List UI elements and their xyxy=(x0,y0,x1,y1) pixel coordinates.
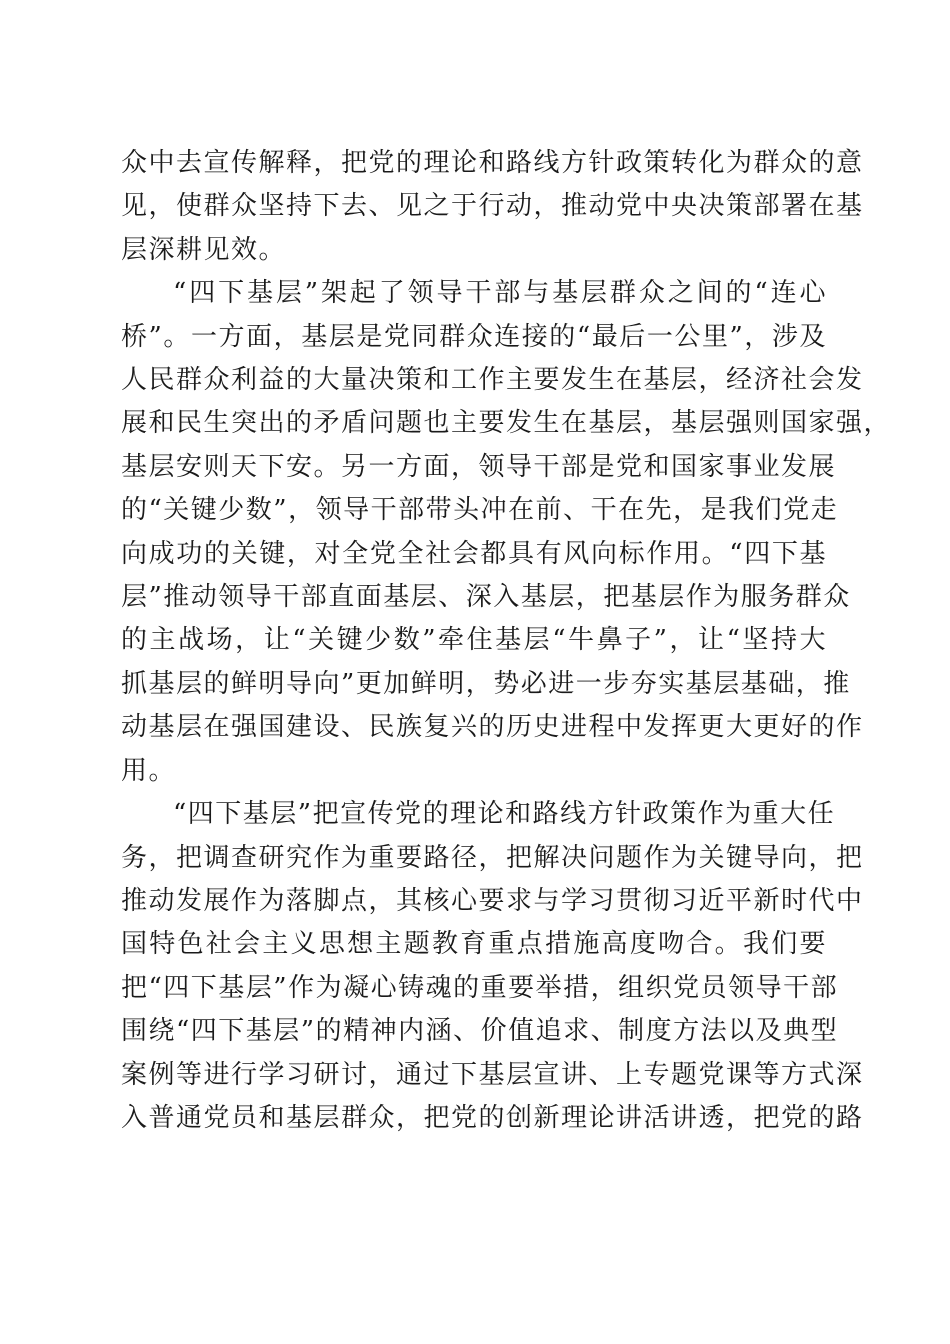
text-line: 基层安则天下安。另一方面，领导干部是党和国家事业发展 xyxy=(121,451,837,482)
text-line: 把“四下基层”作为凝心铸魂的重要举措，组织党员领导干部 xyxy=(121,972,839,1003)
text-line: 桥”。一方面，基层是党同群众连接的“最后一公里”，涉及 xyxy=(121,321,827,352)
text-line: 的“关键少数”，领导干部带头冲在前、干在先，是我们党走 xyxy=(121,495,839,526)
text-line: 用。 xyxy=(121,755,177,786)
text-line: “四下基层”架起了领导干部与基层群众之间的“连心 xyxy=(173,278,827,309)
text-line: 推动发展作为落脚点，其核心要求与学习贯彻习近平新时代中 xyxy=(121,885,864,916)
paragraph-3 xyxy=(121,793,864,1140)
text-line: 人民群众利益的大量决策和工作主要发生在基层，经济社会发 xyxy=(121,365,864,396)
paragraph-1 xyxy=(121,142,864,272)
text-line: 层深耕见效。 xyxy=(121,234,287,265)
text-line: 展和民生突出的矛盾问题也主要发生在基层，基层强则国家强， xyxy=(121,408,892,439)
text-line: 务，把调查研究作为重要路径，把解决问题作为关键导向，把 xyxy=(121,842,864,873)
text-line: “四下基层”把宣传党的理论和路线方针政策作为重大任 xyxy=(173,799,836,830)
text-line: 入普通党员和基层群众，把党的创新理论讲活讲透，把党的路 xyxy=(121,1102,864,1133)
text-line: 众中去宣传解释，把党的理论和路线方针政策转化为群众的意 xyxy=(121,148,864,178)
text-line: 层”推动领导干部直面基层、深入基层，把基层作为服务群众 xyxy=(121,582,851,613)
text-line: 的主战场，让“关键少数”牵住基层“牛鼻子”，让“坚持大 xyxy=(121,625,827,656)
text-line: 抓基层的鲜明导向”更加鲜明，势必进一步夯实基层基础，推 xyxy=(121,668,851,699)
paragraph-2 xyxy=(121,272,892,793)
text-line: 见，使群众坚持下去、见之于行动，推动党中央决策部署在基 xyxy=(121,191,864,222)
text-line: 向成功的关键，对全党全社会都具有风向标作用。“四下基 xyxy=(121,538,827,569)
text-line: 动基层在强国建设、民族复兴的历史进程中发挥更大更好的作 xyxy=(121,712,864,743)
text-line: 围绕“四下基层”的精神内涵、价值追求、制度方法以及典型 xyxy=(121,1016,839,1047)
document-body xyxy=(121,142,892,1140)
text-line: 案例等进行学习研讨，通过下基层宣讲、上专题党课等方式深 xyxy=(121,1059,864,1090)
text-line: 国特色社会主义思想主题教育重点措施高度吻合。我们要 xyxy=(121,929,827,960)
